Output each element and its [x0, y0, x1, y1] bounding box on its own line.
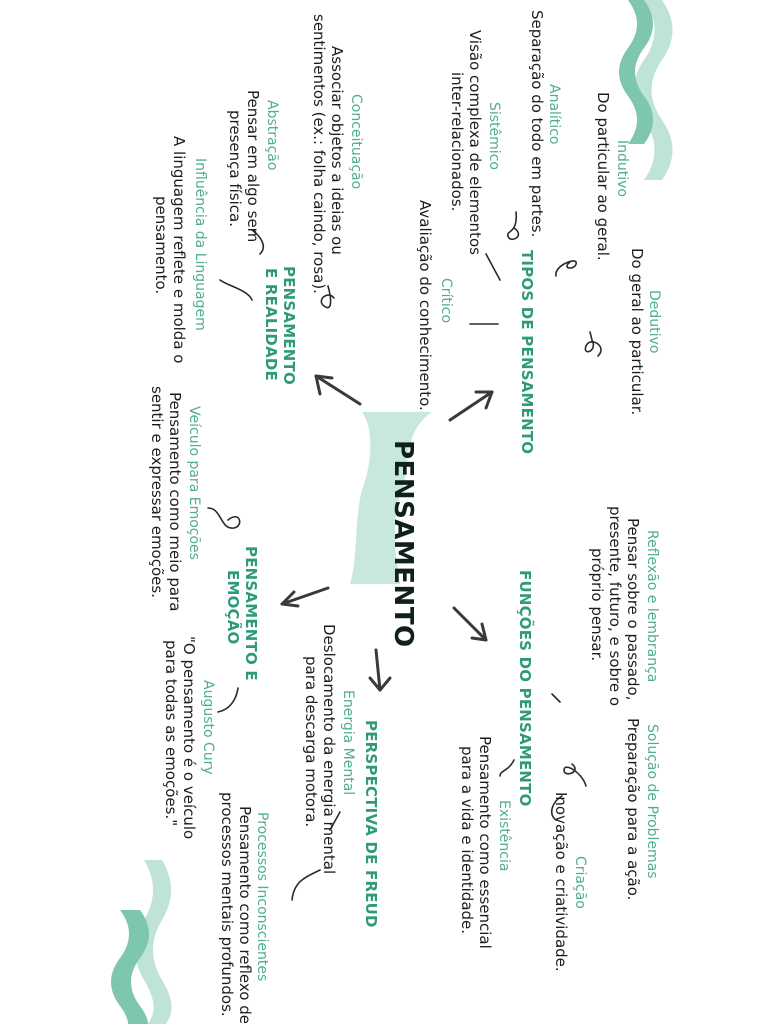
curl-arrow-inconscientes — [292, 870, 320, 900]
curl-arrow-indutivo — [556, 261, 576, 276]
veiculo-text-line2: sentir e expressar emoções. — [148, 386, 166, 598]
analitico-text: Separação do todo em partes. — [528, 10, 546, 238]
critico-label: Crítico — [438, 278, 454, 324]
solucao-text: Preparação para a ação. — [624, 718, 642, 901]
energia-text-line2: para descarga motora. — [302, 656, 320, 828]
curl-arrow-reflexao — [552, 694, 560, 702]
linguagem-text-line1: A linguagem reflete e molda o — [170, 136, 188, 364]
arrow-to-realidade — [316, 376, 360, 404]
freud-heading: PERSPECTIVA DE FREUD — [362, 720, 380, 928]
conceituacao-label: Conceituação — [348, 94, 364, 190]
abstracao-text-line2: presença física. — [226, 110, 244, 227]
curl-arrow-solucao — [564, 764, 586, 786]
indutivo-text: Do particular ao geral. — [594, 92, 612, 261]
tipos-heading: TIPOS DE PENSAMENTO — [518, 250, 536, 455]
veiculo-label: Veículo para Emoções — [186, 406, 202, 560]
inconscientes-label: Processos Inconscientes — [254, 812, 270, 982]
conceituacao-text-line1: Associar objetos a ideias ou — [328, 46, 346, 255]
dedutivo-text: Do geral ao particular. — [628, 248, 646, 416]
criacao-label: Criação — [572, 856, 588, 909]
realidade-heading-line1: PENSAMENTO — [280, 266, 298, 385]
veiculo-text-line1: Pensamento como meio para — [166, 392, 184, 612]
curl-arrow-existencia — [500, 760, 514, 776]
dedutivo-label: Dedutivo — [646, 290, 662, 354]
critico-text: Avaliação do conhecimento. — [416, 200, 434, 411]
emocao-heading-line1: PENSAMENTO E — [242, 546, 260, 681]
emocao-heading-line2: EMOÇÃO — [224, 570, 242, 645]
sistemico-text-line1: Visão complexa de elementos — [466, 30, 484, 255]
curl-arrow-dedutivo — [585, 332, 601, 356]
curl-arrow-cury — [218, 688, 238, 712]
cury-text-line1: "O pensamento é o veículo — [180, 636, 198, 840]
cury-text-line2: para todas as emoções." — [162, 640, 180, 827]
curl-arrow-analitico — [508, 212, 519, 239]
linguagem-label: Influência da Linguagem — [192, 158, 208, 331]
arrow-to-emocao — [282, 588, 328, 606]
realidade-heading-line2: E REALIDADE — [262, 268, 280, 381]
abstracao-text-line1: Pensar em algo sem — [244, 90, 262, 243]
existencia-text-line1: Pensamento como essencial — [476, 736, 494, 949]
linguagem-text-line2: pensamento. — [152, 196, 170, 295]
existencia-label: Existência — [496, 800, 512, 872]
conceituacao-text-line2: sentimentos (ex.: folha caindo, rosa). — [310, 14, 328, 294]
arrow-to-tipos — [450, 392, 492, 420]
curl-arrow-linguagem — [220, 280, 252, 300]
criacao-text: Inovação e criatividade. — [552, 792, 570, 972]
funcoes-heading: FUNÇÕES DO PENSAMENTO — [516, 570, 534, 807]
sistemico-label: Sistêmico — [486, 102, 502, 170]
inconscientes-text-line1: Pensamento como reflexo de — [236, 806, 254, 1024]
arrow-to-freud — [370, 650, 390, 690]
abstracao-label: Abstração — [264, 100, 280, 171]
existencia-text-line2: para a vida e identidade. — [458, 746, 476, 935]
analitico-label: Analítico — [546, 84, 562, 145]
indutivo-label: Indutivo — [614, 140, 630, 197]
reflexao-text-line2: presente, futuro, e sobre o — [606, 506, 624, 707]
reflexao-text-line1: Pensar sobre o passado, — [624, 518, 642, 701]
energia-label: Energia Mental — [340, 690, 356, 796]
sistemico-text-line2: inter-relacionados. — [448, 72, 466, 212]
curl-arrow-sistemico — [486, 254, 500, 280]
arrow-to-funcoes — [454, 608, 486, 640]
reflexao-text-line3: próprio pensar. — [588, 548, 606, 662]
solucao-label: Solução de Problemas — [644, 724, 660, 879]
central-title: PENSAMENTO — [388, 440, 418, 648]
inconscientes-text-line2: processos mentais profundos. — [218, 792, 236, 1017]
curl-arrow-veiculo — [208, 508, 240, 528]
reflexao-label: Reflexão e lembrança — [644, 530, 660, 683]
cury-label: Augusto Cury — [200, 680, 216, 775]
energia-text-line1: Deslocamento da energia mental — [320, 624, 338, 875]
